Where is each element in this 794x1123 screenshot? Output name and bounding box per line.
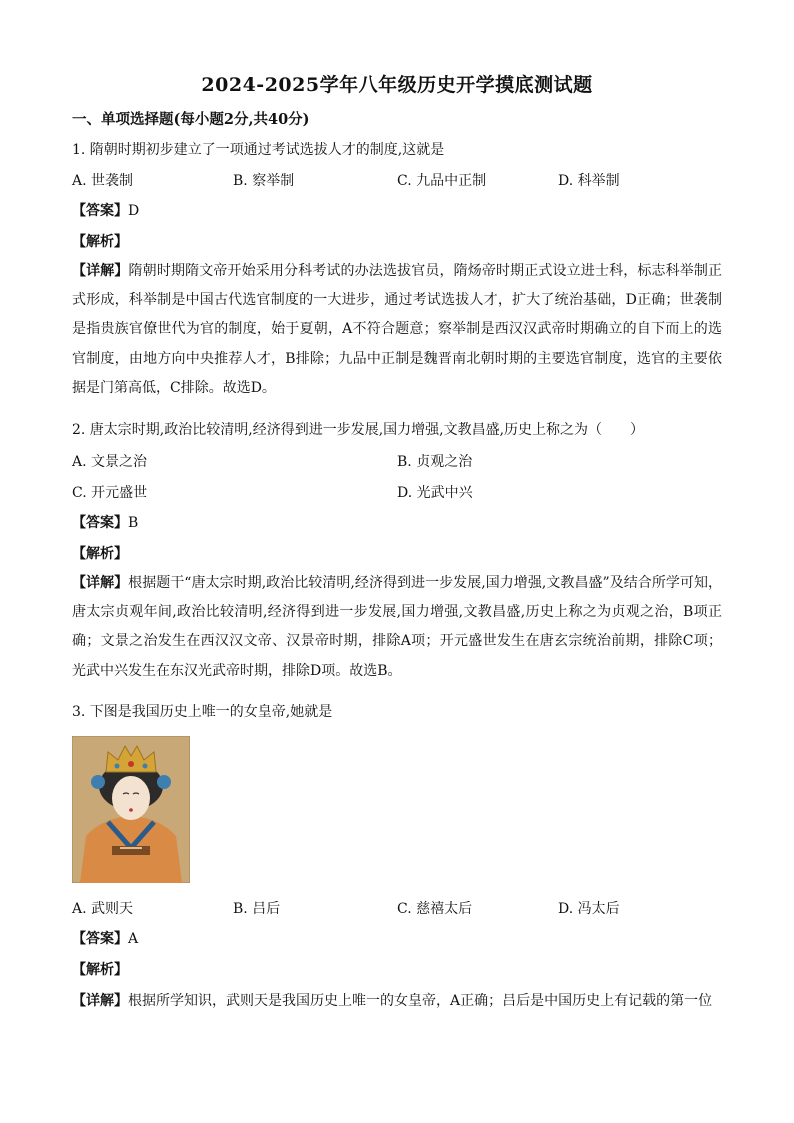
q3-option-b: B. 吕后: [233, 901, 281, 917]
q1-option-b: B. 察举制: [233, 173, 295, 189]
q3-option-c: C. 慈禧太后: [397, 901, 473, 917]
q1-analysis-label: 【解析】: [72, 234, 128, 250]
q2-option-c: C. 开元盛世: [72, 485, 148, 501]
q3-detail: [72, 987, 722, 1016]
q2-option-a: A. 文景之治: [72, 454, 148, 470]
q1-detail: [72, 257, 722, 403]
detail-text: 根据所学知识，武则天是我国历史上唯一的女皇帝，A正确；吕后是中国历史上有记载的第一位: [128, 993, 713, 1009]
q1-answer: [72, 201, 139, 221]
answer-value: B: [128, 515, 139, 531]
detail-label: 【详解】: [72, 263, 129, 279]
q3-analysis-label: 【解析】: [72, 962, 128, 978]
answer-label: 【答案】: [72, 931, 128, 947]
q2-analysis-label: 【解析】: [72, 546, 128, 562]
detail-label: 【详解】: [72, 575, 129, 591]
document-title: 2024-2025学年八年级历史开学摸底测试题: [201, 74, 593, 96]
q1-option-c: C. 九品中正制: [397, 173, 487, 189]
question-3-stem: 3. 下图是我国历史上唯一的女皇帝,她就是: [72, 704, 333, 720]
q2-detail: [72, 569, 722, 686]
answer-label: 【答案】: [72, 203, 128, 219]
answer-label: 【答案】: [72, 515, 128, 531]
detail-text: 隋朝时期隋文帝开始采用分科考试的办法选拔官员，隋炀帝时期正式设立进士科，标志科举制正式形成，科举制是中国古代选官制度的一大进步，通过考试选拔人才，扩大了统治基础，D正确；世袭制是指贵族官僚世代为官的制度，始于夏朝，A不符合题意；察举制是西汉汉武帝时期确立的自下而上的选官制度，由地方向中央推荐人才，B排除；九品中正制是魏晋南北朝时期的主要选官制度，选官的主要依据是门第高低，C排除。故选D。: [72, 263, 723, 396]
q3-answer: [72, 929, 138, 949]
detail-label: 【详解】: [72, 993, 128, 1009]
q3-option-d: D. 冯太后: [558, 901, 620, 917]
empress-portrait-image: [72, 736, 190, 883]
q1-option-a: A. 世袭制: [72, 173, 134, 189]
question-2-stem: 2. 唐太宗时期,政治比较清明,经济得到进一步发展,国力增强,文教昌盛,历史上称之为（ ）: [72, 422, 645, 438]
q2-option-b: B. 贞观之治: [397, 454, 473, 470]
q3-option-a: A. 武则天: [72, 901, 134, 917]
question-1-stem: 1. 隋朝时期初步建立了一项通过考试选拔人才的制度,这就是: [72, 142, 445, 158]
q1-option-d: D. 科举制: [558, 173, 620, 189]
q2-option-d: D. 光武中兴: [397, 485, 473, 501]
detail-text: 根据题干“唐太宗时期,政治比较清明,经济得到进一步发展,国力增强,文教昌盛”及结合所学可知，唐太宗贞观年间,政治比较清明,经济得到进一步发展,国力增强,文教昌盛,历史上称之为贞观之治，B项正确；文景之治发生在西汉汉文帝、汉景帝时期，排除A项；开元盛世发生在唐玄宗统治前期，排除C项；光武中兴发生在东汉光武帝时期，排除D项。故选B。: [72, 575, 722, 679]
answer-value: D: [128, 203, 140, 219]
q2-answer: [72, 513, 138, 533]
answer-value: A: [128, 931, 139, 947]
section-heading: 一、单项选择题(每小题2分,共40分): [72, 111, 310, 128]
